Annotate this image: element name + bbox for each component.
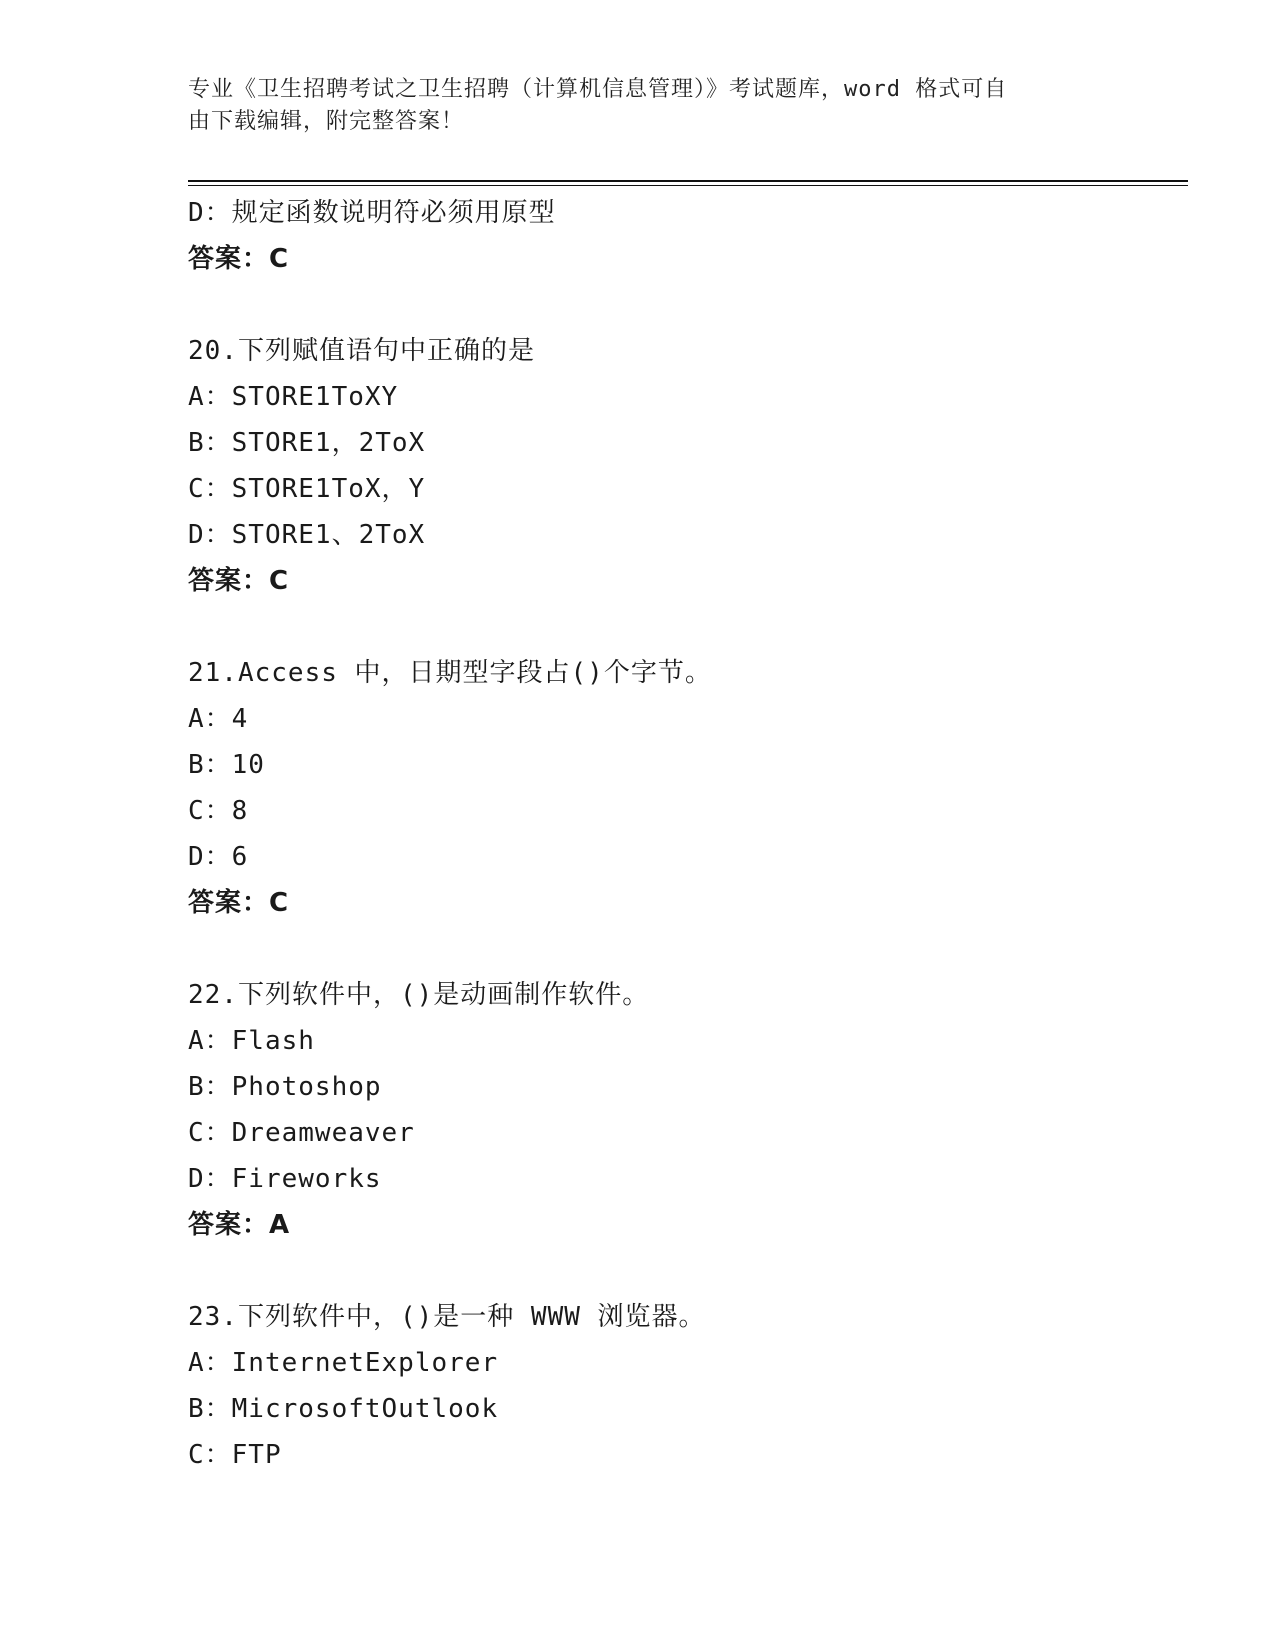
- question-block-23: [188, 1294, 1188, 1478]
- spacer: [188, 604, 1188, 650]
- option-b: B：STORE1，2ToX: [188, 428, 426, 458]
- spacer: [188, 1248, 1188, 1294]
- header-divider-thin: [188, 185, 1188, 186]
- answer-line: 答案：C: [188, 566, 290, 596]
- option-c: C：8: [188, 796, 249, 826]
- question-block-21: [188, 650, 1188, 926]
- option-b: B：Photoshop: [188, 1072, 382, 1102]
- option-a: A：STORE1ToXY: [188, 382, 399, 412]
- option-c: C：Dreamweaver: [188, 1118, 415, 1148]
- option-d: D：规定函数说明符必须用原型: [188, 198, 556, 228]
- header-line-1: 专业《卫生招聘考试之卫生招聘（计算机信息管理）》考试题库，word 格式可自: [188, 77, 1008, 102]
- option-b: B：10: [188, 750, 265, 780]
- question-text: 22.下列软件中，()是动画制作软件。: [188, 980, 650, 1010]
- option-a: A：4: [188, 704, 249, 734]
- header-divider-thick: [188, 180, 1188, 182]
- question-block-22: [188, 972, 1188, 1248]
- option-b: B：MicrosoftOutlook: [188, 1394, 499, 1424]
- question-text: 21.Access 中，日期型字段占()个字节。: [188, 658, 712, 688]
- answer-line: 答案：A: [188, 1210, 291, 1240]
- document-header: [188, 74, 1088, 138]
- option-c: C：FTP: [188, 1440, 282, 1470]
- option-d: D：6: [188, 842, 249, 872]
- option-d: D：Fireworks: [188, 1164, 382, 1194]
- spacer: [188, 282, 1188, 328]
- spacer: [188, 926, 1188, 972]
- question-text: 23.下列软件中，()是一种 WWW 浏览器。: [188, 1302, 706, 1332]
- option-d: D：STORE1、2ToX: [188, 520, 426, 550]
- option-a: A：Flash: [188, 1026, 315, 1056]
- option-a: A：InternetExplorer: [188, 1348, 499, 1378]
- header-line-2: 由下载编辑，附完整答案！: [188, 109, 465, 134]
- question-block-19: [188, 190, 1188, 282]
- question-list: [188, 190, 1188, 1478]
- answer-line: 答案：C: [188, 244, 290, 274]
- question-block-20: [188, 328, 1188, 604]
- question-text: 20.下列赋值语句中正确的是: [188, 336, 535, 366]
- option-c: C：STORE1ToX，Y: [188, 474, 426, 504]
- answer-line: 答案：C: [188, 888, 290, 918]
